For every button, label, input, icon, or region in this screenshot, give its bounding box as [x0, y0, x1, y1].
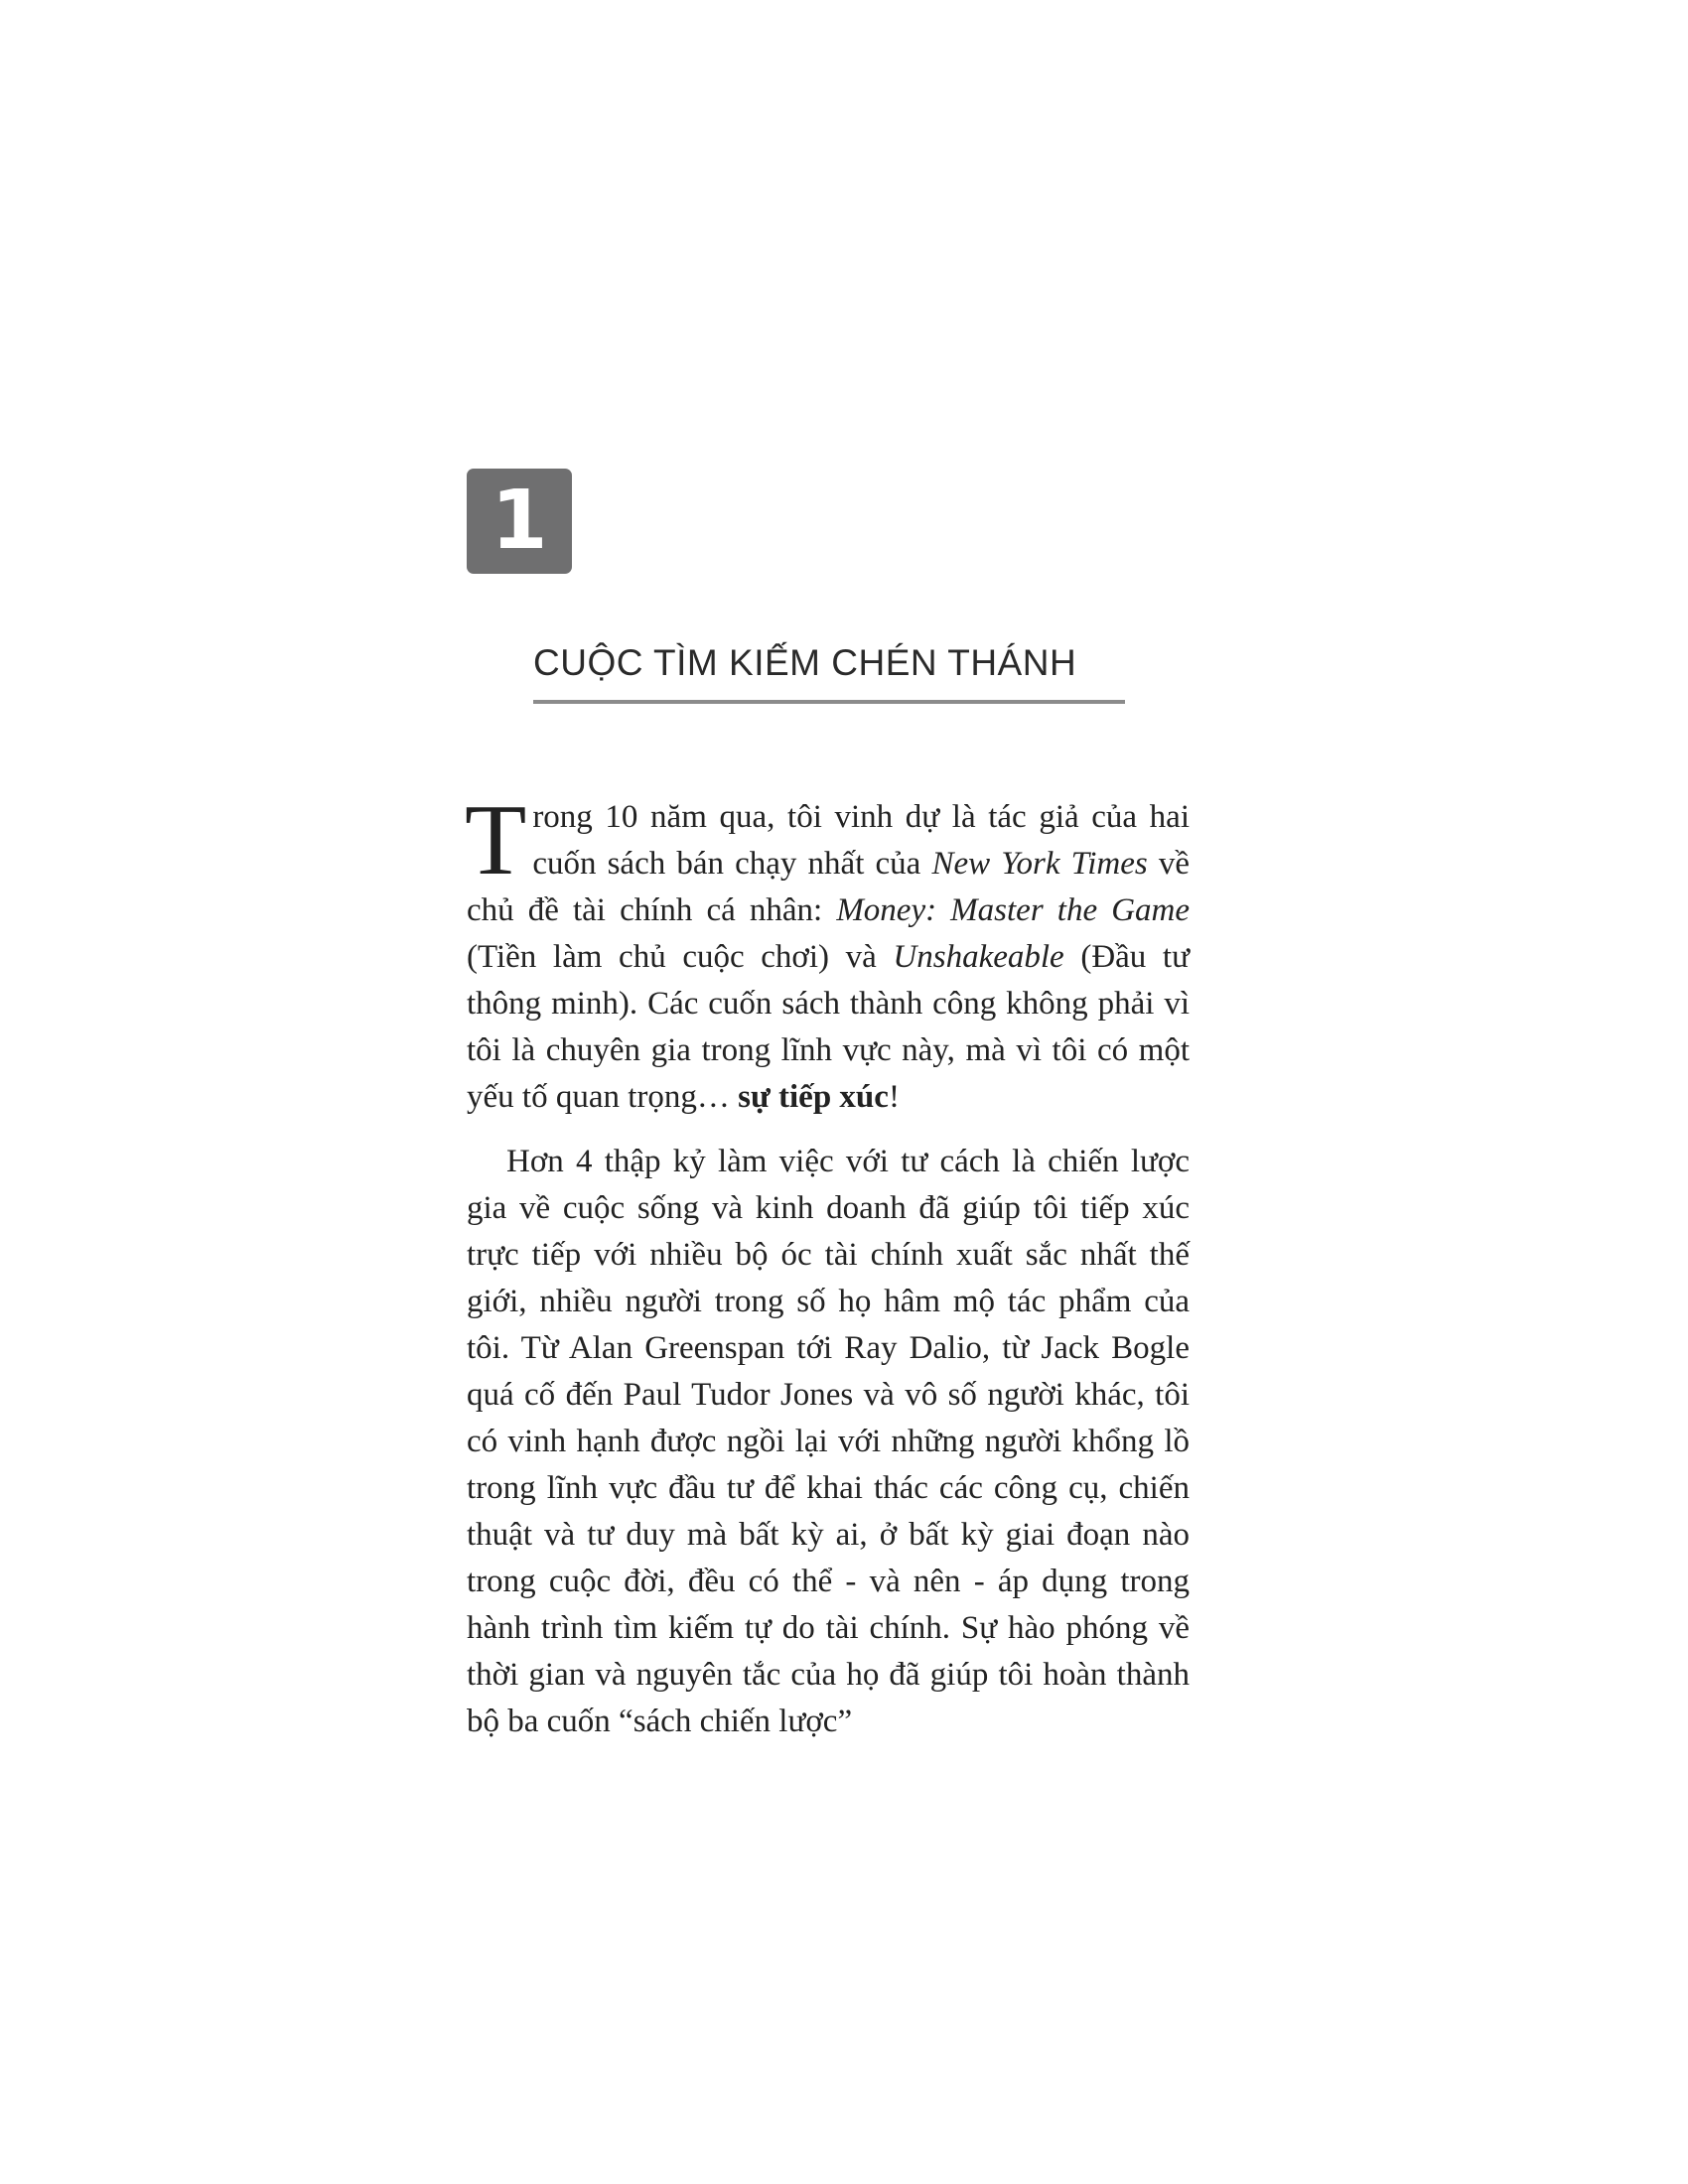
paragraph-1-text-1: rong 10 năm qua, tôi vinh dự là tác giả của hai cuốn sách bán chạy nhất của [532, 799, 1190, 882]
title-underline [533, 700, 1125, 704]
paragraph-1-text-4: (Đầu tư thông minh). Các cuốn sách thành công không phải vì tôi là chuyên gia trong lĩnh vực này, mà vì tôi có một yếu tố quan trọng… [467, 939, 1190, 1115]
paragraph-1-text-3: (Tiền làm chủ cuộc chơi) và [467, 939, 894, 975]
chapter-number-badge: 1 [467, 469, 572, 574]
paragraph-1-text-5: ! [888, 1079, 900, 1115]
bold-emphasis: sự tiếp xúc [738, 1079, 889, 1115]
paragraph-1-text-2: về chủ đề tài chính cá nhân: [467, 846, 1190, 928]
chapter-title: CUỘC TÌM KIẾM CHÉN THÁNH [533, 642, 1077, 683]
drop-cap: T [465, 784, 527, 896]
italic-title-money: Money: Master the Game [836, 892, 1191, 928]
chapter-body [465, 784, 1191, 1763]
paragraph-2: Hơn 4 thập kỷ làm việc với tư cách là chiến lược gia về cuộc sống và kinh doanh đã giúp tôi tiếp xúc trực tiếp với nhiều bộ óc tài chính xuất sắc nhất thế giới, nhiều người trong số họ hâm mộ tác phẩm của tôi. Từ Alan Greenspan tới Ray Dalio, từ Jack Bogle quá cố đến Paul Tudor Jones và vô số người khác, tôi có vinh hạnh được ngồi lại với những người khổng lồ trong lĩnh vực đầu tư để khai thác các công cụ, chiến thuật và tư duy mà bất kỳ ai, ở bất kỳ giai đoạn nào trong cuộc đời, đều có thể - và nên - áp dụng trong hành trình tìm kiếm tự do tài chính. Sự hào phóng về thời gian và nguyên tắc của họ đã giúp tôi hoàn thành bộ ba cuốn “sách chiến lược” [467, 1144, 1190, 1739]
paragraph-1 [465, 784, 1191, 1121]
italic-title-unshakeable: Unshakeable [893, 939, 1064, 975]
italic-title-nyt: New York Times [931, 846, 1148, 882]
